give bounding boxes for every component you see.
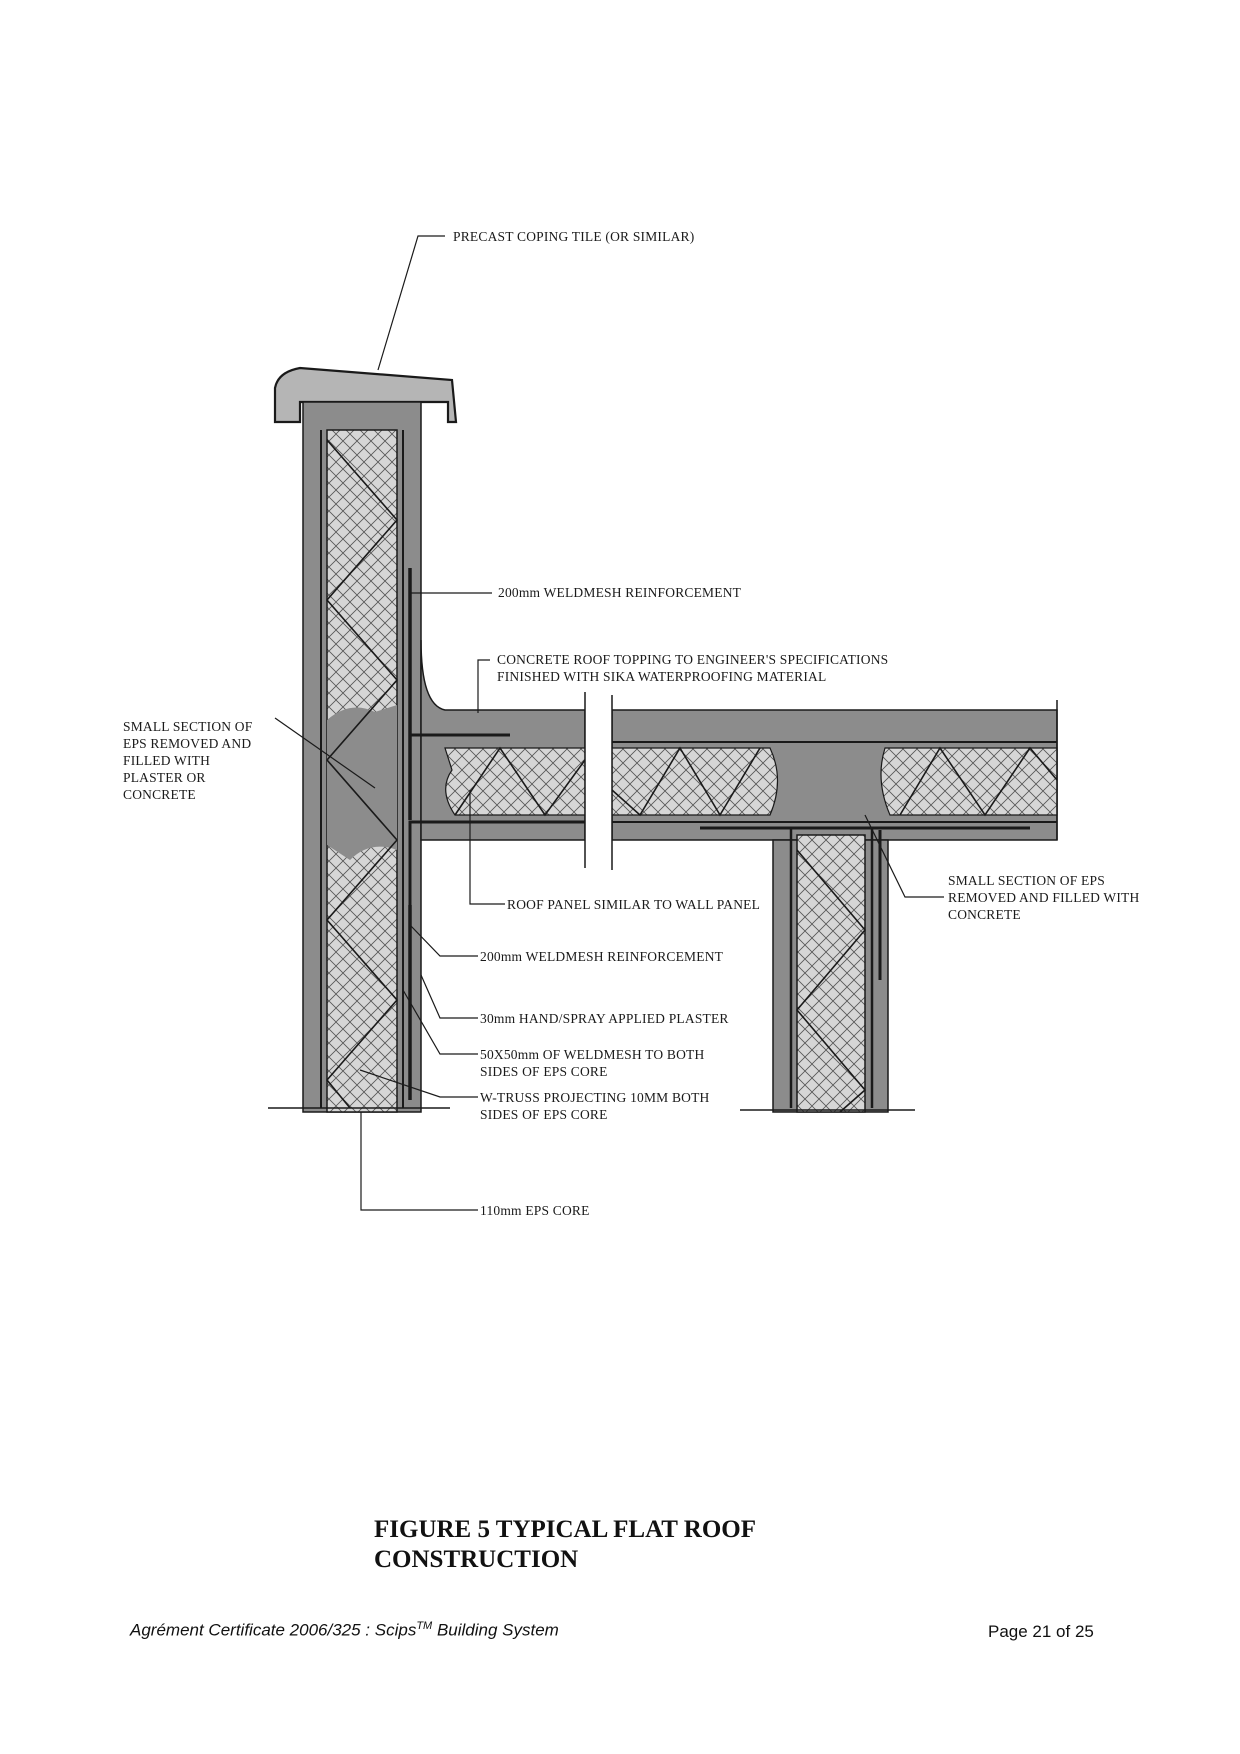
label-eps-left-2: EPS REMOVED AND	[123, 736, 252, 751]
label-weldmesh-top: 200mm WELDMESH REINFORCEMENT	[498, 585, 742, 600]
label-eps-core: 110mm EPS CORE	[480, 1203, 590, 1218]
label-eps-left-4: PLASTER OR	[123, 770, 206, 785]
slab-break-gap	[585, 700, 612, 870]
figure-caption	[374, 1515, 756, 1575]
caption-line-2: CONSTRUCTION	[374, 1546, 579, 1573]
leader-plaster	[421, 975, 478, 1018]
leader-roof-topping	[478, 660, 490, 713]
label-eps-left-5: CONCRETE	[123, 787, 196, 802]
leader-eps-core	[361, 1112, 478, 1210]
label-eps-left-1: SMALL SECTION OF	[123, 719, 253, 734]
label-eps-right-1: SMALL SECTION OF EPS	[948, 873, 1105, 888]
right-wall-eps-core	[797, 835, 865, 1112]
footer-certificate-text: Agrément Certificate 2006/325 : Scips	[130, 1620, 417, 1640]
label-eps-right-3: CONCRETE	[948, 907, 1021, 922]
label-mesh-1: 50X50mm OF WELDMESH TO BOTH	[480, 1047, 705, 1062]
label-weldmesh-bottom: 200mm WELDMESH REINFORCEMENT	[480, 949, 724, 964]
label-eps-right-2: REMOVED AND FILLED WITH	[948, 890, 1140, 905]
label-truss-1: W-TRUSS PROJECTING 10MM BOTH	[480, 1090, 710, 1105]
footer-tm: TM	[416, 1620, 433, 1632]
label-plaster: 30mm HAND/SPRAY APPLIED PLASTER	[480, 1011, 729, 1026]
caption-line-1: FIGURE 5 TYPICAL FLAT ROOF	[374, 1516, 756, 1543]
label-roof-panel: ROOF PANEL SIMILAR TO WALL PANEL	[507, 897, 761, 912]
label-mesh-2: SIDES OF EPS CORE	[480, 1064, 608, 1079]
roof-eps-left	[445, 748, 585, 815]
left-eps-plug	[327, 705, 397, 860]
label-eps-left-3: FILLED WITH	[123, 753, 211, 768]
label-roof-topping-2: FINISHED WITH SIKA WATERPROOFING MATERIAL	[497, 669, 827, 684]
footer-certificate	[130, 1620, 559, 1641]
label-coping: PRECAST COPING TILE (OR SIMILAR)	[453, 229, 695, 244]
label-truss-2: SIDES OF EPS CORE	[480, 1107, 608, 1122]
leader-coping	[378, 236, 445, 370]
label-roof-topping-1: CONCRETE ROOF TOPPING TO ENGINEER'S SPECIFICATIONS	[497, 652, 889, 667]
footer-system: Building System	[432, 1620, 559, 1640]
roof-eps-right-a	[612, 748, 778, 815]
footer-page-number: Page 21 of 25	[988, 1622, 1094, 1641]
roof-eps-right-b	[881, 748, 1057, 815]
